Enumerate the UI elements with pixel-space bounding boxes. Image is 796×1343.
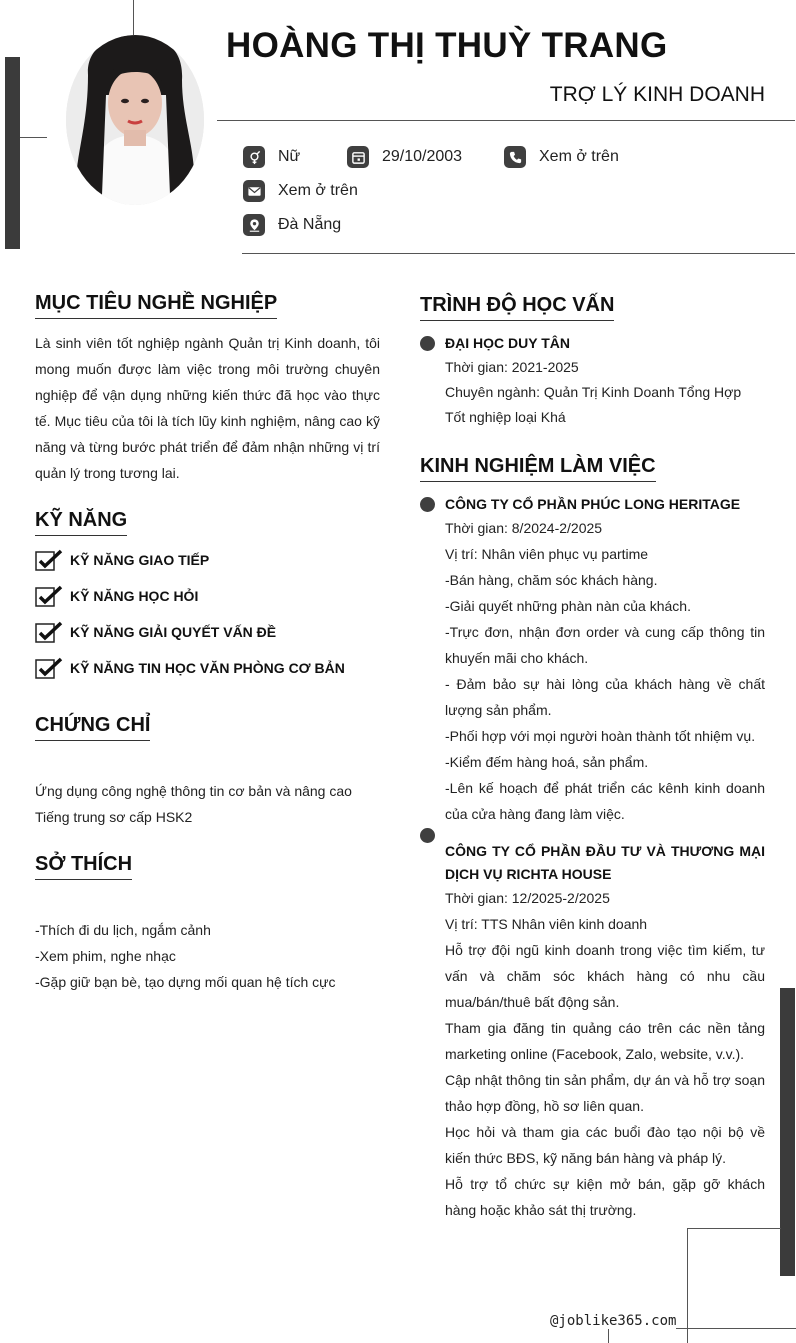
job-entry bbox=[445, 493, 765, 827]
checkbox-checked-icon bbox=[35, 657, 63, 679]
timeline-bullet bbox=[420, 497, 435, 512]
skill-label: KỸ NĂNG GIAO TIẾP bbox=[70, 552, 210, 568]
address-value: Đà Nẵng bbox=[278, 216, 342, 233]
checkbox-checked-icon bbox=[35, 585, 63, 607]
job-title: TRỢ LÝ KINH DOANH bbox=[549, 83, 765, 106]
phone-value: Xem ở trên bbox=[539, 148, 619, 165]
job-duty: -Kiểm đếm hàng hoá, sản phẩm. bbox=[445, 754, 649, 770]
phone-icon bbox=[504, 146, 526, 168]
skill-label: KỸ NĂNG GIẢI QUYẾT VẤN ĐỀ bbox=[70, 624, 277, 640]
experience-title: KINH NGHIỆM LÀM VIỆC bbox=[420, 455, 656, 482]
timeline-bullet bbox=[420, 336, 435, 351]
certificates-list bbox=[35, 778, 352, 830]
job-duty: -Phối hợp với mọi người hoàn thành tốt nhiệm vụ. bbox=[445, 728, 756, 744]
contact-birthday bbox=[347, 146, 462, 168]
certificate-item: Ứng dụng công nghệ thông tin cơ bản và nâng cao bbox=[35, 783, 352, 799]
checkbox-checked-icon bbox=[35, 549, 63, 571]
location-icon bbox=[243, 214, 265, 236]
birthday-value: 29/10/2003 bbox=[382, 148, 463, 165]
education-line: Tốt nghiệp loại Khá bbox=[445, 409, 566, 425]
objective-title: MỤC TIÊU NGHỀ NGHIỆP bbox=[35, 292, 277, 319]
bottom-frame-base-tick bbox=[608, 1328, 609, 1343]
left-accent-bar bbox=[5, 57, 20, 249]
job-entry bbox=[445, 840, 765, 1223]
mail-icon bbox=[243, 180, 265, 202]
certificate-item: Tiếng trung sơ cấp HSK2 bbox=[35, 809, 193, 825]
certificates-title: CHỨNG CHỈ bbox=[35, 714, 150, 741]
company-name: CÔNG TY CỔ PHẦN ĐẦU TƯ VÀ THƯƠNG MẠI DỊCH VỤ RICHTA HOUSE bbox=[445, 843, 765, 882]
profile-photo bbox=[66, 35, 204, 205]
hobbies-list bbox=[35, 917, 336, 995]
skill-item bbox=[35, 657, 345, 679]
contact-email bbox=[243, 180, 358, 202]
bottom-frame-top bbox=[687, 1228, 781, 1229]
contact-address bbox=[243, 214, 341, 236]
job-time: Thời gian: 12/2025-2/2025 bbox=[445, 890, 610, 906]
company-name: CÔNG TY CỔ PHẦN PHÚC LONG HERITAGE bbox=[445, 496, 741, 512]
skill-item bbox=[35, 585, 198, 607]
job-time: Thời gian: 8/2024-2/2025 bbox=[445, 520, 603, 536]
skill-label: KỸ NĂNG HỌC HỎI bbox=[70, 588, 199, 604]
job-duty: Tham gia đăng tin quảng cáo trên các nền tảng marketing online (Facebook, Zalo, website, v.v.). bbox=[445, 1020, 765, 1062]
hobby-item: -Gặp giữ bạn bè, tạo dựng mối quan hệ tích cực bbox=[35, 974, 336, 990]
contact-gender bbox=[243, 146, 300, 168]
skills-title: KỸ NĂNG bbox=[35, 509, 127, 536]
site-watermark: @joblike365.com bbox=[550, 1313, 677, 1329]
education-entry bbox=[445, 332, 765, 430]
education-line: Chuyên ngành: Quản Trị Kinh Doanh Tổng Hợp bbox=[445, 384, 742, 400]
calendar-icon bbox=[347, 146, 369, 168]
skill-item bbox=[35, 549, 209, 571]
job-position: Vị trí: TTS Nhân viên kinh doanh bbox=[445, 916, 648, 932]
school-name: ĐẠI HỌC DUY TÂN bbox=[445, 335, 570, 351]
left-connector-line bbox=[20, 137, 47, 138]
education-line: Thời gian: 2021-2025 bbox=[445, 359, 579, 375]
objective-text: Là sinh viên tốt nghiệp ngành Quản trị Kinh doanh, tôi mong muốn được làm việc trong môi trường chuyên nghiệp để vận dụng những kiến thức đã học vào thực tế. Mục tiêu của tôi là tích lũy kinh nghiệm, nâng cao kỹ năng và từng bước phát triển để đảm nhận những vị trí quản lý trong tương lai. bbox=[35, 335, 380, 481]
candidate-name: HOÀNG THỊ THUỲ TRANG bbox=[226, 26, 668, 65]
skill-label: KỸ NĂNG TIN HỌC VĂN PHÒNG CƠ BẢN bbox=[70, 660, 345, 676]
right-accent-bar bbox=[780, 988, 795, 1276]
contact-phone bbox=[504, 146, 619, 168]
bottom-frame-left bbox=[687, 1228, 688, 1343]
timeline-bullet bbox=[420, 828, 435, 843]
job-duty: -Giải quyết những phàn nàn của khách. bbox=[445, 598, 691, 614]
hobbies-title: SỞ THÍCH bbox=[35, 853, 132, 880]
skill-item bbox=[35, 621, 276, 643]
checkbox-checked-icon bbox=[35, 621, 63, 643]
hobby-item: -Thích đi du lịch, ngắm cảnh bbox=[35, 922, 211, 938]
education-title: TRÌNH ĐỘ HỌC VẤN bbox=[420, 294, 614, 321]
gender-value: Nữ bbox=[278, 148, 301, 165]
hobby-item: -Xem phim, nghe nhạc bbox=[35, 948, 176, 964]
top-connector-line bbox=[133, 0, 134, 36]
job-duty: Hỗ trợ đội ngũ kinh doanh trong việc tìm kiếm, tư vấn và chăm sóc khách hàng có nhu cầu mua/bán/thuê bất động sản. bbox=[445, 942, 765, 1010]
gender-icon bbox=[243, 146, 265, 168]
contact-divider bbox=[242, 253, 795, 254]
job-position: Vị trí: Nhân viên phục vụ partime bbox=[445, 546, 649, 562]
job-duty: -Lên kế hoạch để phát triển các kênh kinh doanh của cửa hàng đang làm việc. bbox=[445, 780, 765, 822]
job-duty: Học hỏi và tham gia các buổi đào tạo nội bộ về kiến thức BĐS, kỹ năng bán hàng và pháp lý. bbox=[445, 1124, 765, 1166]
job-duty: - Đảm bảo sự hài lòng của khách hàng về chất lượng sản phẩm. bbox=[445, 676, 765, 718]
email-value: Xem ở trên bbox=[278, 182, 358, 199]
job-duty: Hỗ trợ tổ chức sự kiện mở bán, gặp gỡ khách hàng hoặc khảo sát thị trường. bbox=[445, 1176, 765, 1218]
job-duty: -Bán hàng, chăm sóc khách hàng. bbox=[445, 572, 658, 588]
job-duty: Cập nhật thông tin sản phẩm, dự án và hỗ trợ soạn thảo hợp đồng, hồ sơ liên quan. bbox=[445, 1072, 765, 1114]
header-divider bbox=[217, 120, 795, 121]
portrait-illustration bbox=[66, 35, 204, 205]
job-duty: -Trực đơn, nhận đơn order và cung cấp thông tin khuyến mãi cho khách. bbox=[445, 624, 765, 666]
